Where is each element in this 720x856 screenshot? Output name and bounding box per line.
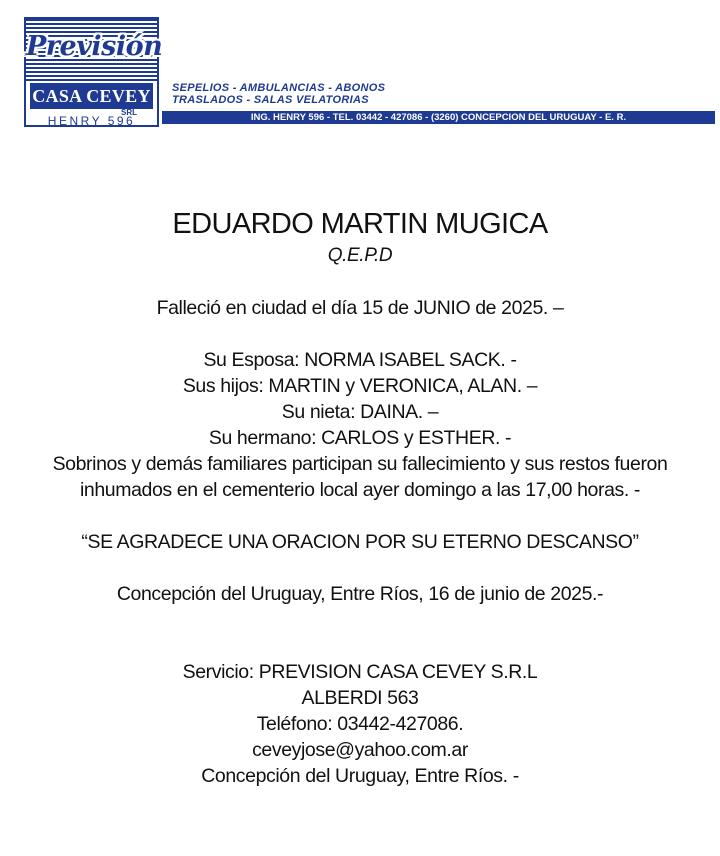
services-list	[172, 82, 385, 106]
spacer	[0, 269, 720, 295]
death-announcement: Falleció en ciudad el día 15 de JUNIO de 2025. –	[156, 297, 564, 319]
services-line-2: TRASLADOS - SALAS VELATORIAS	[172, 94, 369, 106]
service-provider: Servicio: PREVISION CASA CEVEY S.R.L	[182, 661, 538, 683]
prayer-request: “SE AGRADECE UNA ORACION POR SU ETERNO DESCANSO”	[81, 531, 639, 553]
address-bar: ING. HENRY 596 - TEL. 03442 - 427086 - (3260) CONCEPCION DEL URUGUAY - E. R.	[162, 111, 715, 124]
company-logo	[24, 17, 163, 128]
logo-henry-address: HENRY 596	[47, 114, 136, 128]
burial-paragraph: Sobrinos y demás familiares participan su fallecimiento y sus restos fueron inhumados en el cementerio local ayer domingo a las 17,00 horas. -	[52, 453, 668, 501]
deceased-name: EDUARDO MARTIN MUGICA	[172, 208, 548, 240]
obituary-notice	[0, 205, 720, 789]
family-sibling: Su hermano: CARLOS y ESTHER. -	[208, 427, 512, 449]
services-line-1: SEPELIOS - AMBULANCIAS - ABONOS	[172, 82, 386, 94]
family-granddaughter: Su nieta: DAINA. –	[281, 401, 439, 423]
family-children: Sus hijos: MARTIN y VERONICA, ALAN. –	[182, 375, 538, 397]
service-city: Concepción del Uruguay, Entre Ríos. -	[201, 765, 519, 787]
qepd-line: Q.E.P.D	[327, 245, 393, 266]
logo-srl: SRL	[121, 108, 137, 117]
logo-script-text: Previsión	[26, 31, 163, 62]
service-email: ceveyjose@yahoo.com.ar	[252, 739, 468, 761]
spacer	[0, 321, 720, 347]
family-spouse: Su Esposa: NORMA ISABEL SACK. -	[203, 349, 517, 371]
spacer	[0, 633, 720, 659]
service-address: ALBERDI 563	[301, 687, 419, 709]
service-phone: Teléfono: 03442-427086.	[256, 713, 464, 735]
place-and-date: Concepción del Uruguay, Entre Ríos, 16 de junio de 2025.-	[116, 583, 604, 605]
logo-company-name: CASA CEVEY	[30, 83, 153, 109]
spacer	[0, 503, 720, 529]
spacer	[0, 607, 720, 633]
spacer	[0, 555, 720, 581]
